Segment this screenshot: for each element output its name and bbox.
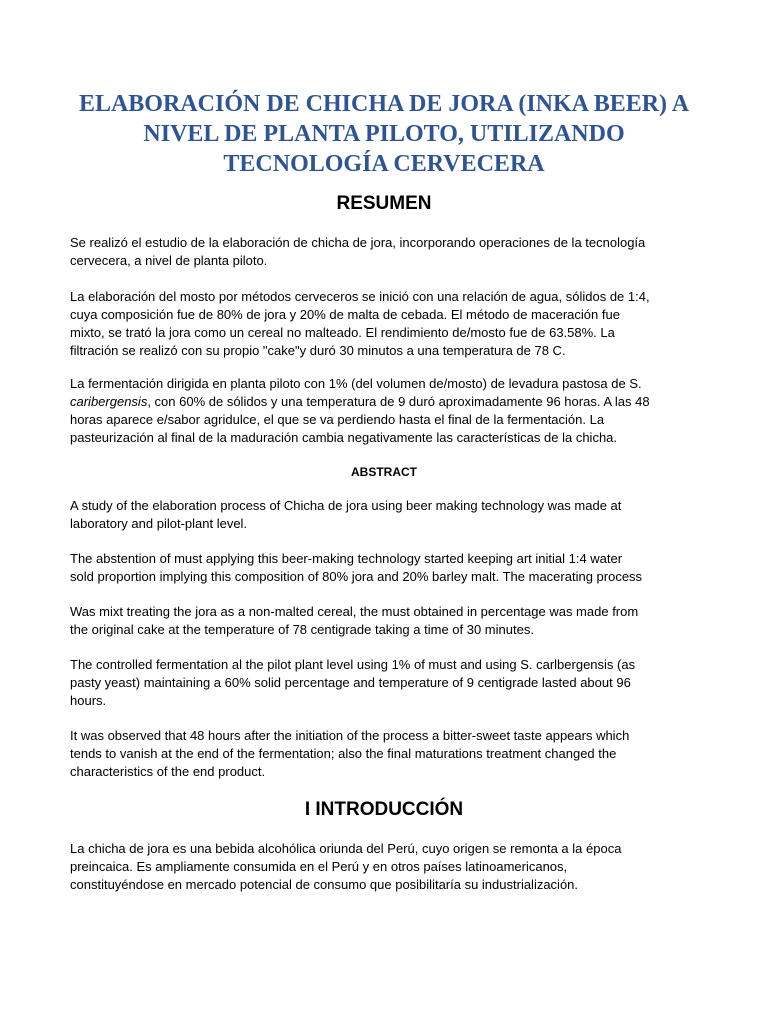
text-line: pasty yeast) maintaining a 60% solid percentage and temperature of 9 centigrade lasted about 96 <box>70 675 631 690</box>
text-line: La fermentación dirigida en planta piloto con 1% (del volumen de/mosto) de levadura pastosa de S. <box>70 376 642 391</box>
text-fragment: , con 60% de sólidos y una temperatura de 9 duró aproximadamente 96 horas. A las 48 <box>147 394 650 409</box>
text-line: filtración se realizó con su propio "cake"y duró 30 minutos a una temperatura de 78 C. <box>70 343 566 358</box>
text-line: La elaboración del mosto por métodos cerveceros se inició con una relación de agua, sólidos de 1:4, <box>70 289 650 304</box>
resumen-heading: RESUMEN <box>336 193 432 214</box>
text-line: the original cake at the temperature of 78 centigrade taking a time of 30 minutes. <box>70 622 534 637</box>
text-line: characteristics of the end product. <box>70 764 266 779</box>
text-line: mixto, se trató la jora como un cereal no malteado. El rendimiento de/mosto fue de 63.58%. La <box>70 325 615 340</box>
abstract-paragraph-5 <box>70 727 710 781</box>
text-line: It was observed that 48 hours after the initiation of the process a bitter-sweet taste appears which <box>70 728 630 743</box>
title-line: TECNOLOGÍA CERVECERA <box>223 151 545 177</box>
text-line: The abstention of must applying this beer-making technology started keeping art initial 1:4 water <box>70 551 623 566</box>
resumen-paragraph-3 <box>70 375 710 447</box>
text-line: cuya composición fue de 80% de jora y 20% de malta de cebada. El método de maceración fue <box>70 307 620 322</box>
text-line: A study of the elaboration process of Chicha de jora using beer making technology was made at <box>70 498 622 513</box>
abstract-heading: ABSTRACT <box>351 465 417 479</box>
abstract-paragraph-4 <box>70 656 710 710</box>
text-line: The controlled fermentation al the pilot plant level using 1% of must and using S. carlbergensis (as <box>70 657 636 672</box>
text-line: preincaica. Es ampliamente consumida en el Perú y en otros países latinoamericanos, <box>70 859 568 874</box>
text-line: hours. <box>70 693 107 708</box>
title-line: NIVEL DE PLANTA PILOTO, UTILIZANDO <box>143 121 625 147</box>
text-line: Was mixt treating the jora as a non-malted cereal, the must obtained in percentage was made from <box>70 604 639 619</box>
resumen-paragraph-2 <box>70 288 710 360</box>
resumen-paragraph-1 <box>70 234 710 270</box>
abstract-paragraph-3 <box>70 603 710 639</box>
abstract-paragraph-1 <box>70 497 710 533</box>
document-title <box>60 89 708 179</box>
introduccion-paragraph-1 <box>70 840 710 894</box>
species-name: caribergensis <box>70 394 148 409</box>
introduccion-heading: I INTRODUCCIÓN <box>304 799 464 820</box>
text-line: laboratory and pilot-plant level. <box>70 516 248 531</box>
abstract-paragraph-2 <box>70 550 710 586</box>
text-line <box>70 393 710 411</box>
text-line: tends to vanish at the end of the fermentation; also the final maturations treatment changed the <box>70 746 617 761</box>
text-line: sold proportion implying this composition of 80% jora and 20% barley malt. The macerating process <box>70 569 643 584</box>
text-line: cervecera, a nivel de planta piloto. <box>70 253 268 268</box>
title-line: ELABORACIÓN DE CHICHA DE JORA (INKA BEER) A <box>78 91 690 117</box>
text-line: constituyéndose en mercado potencial de consumo que posibilitaría su industrialización. <box>70 877 579 892</box>
text-line: Se realizó el estudio de la elaboración de chicha de jora, incorporando operaciones de la tecnología <box>70 235 646 250</box>
text-line: La chicha de jora es una bebida alcohólica oriunda del Perú, cuyo origen se remonta a la época <box>70 841 622 856</box>
text-line: horas aparece e/sabor agridulce, el que se va perdiendo hasta el final de la fermentación. La <box>70 412 605 427</box>
text-line: pasteurización al final de la maduración cambia negativamente las características de la chicha. <box>70 430 618 445</box>
